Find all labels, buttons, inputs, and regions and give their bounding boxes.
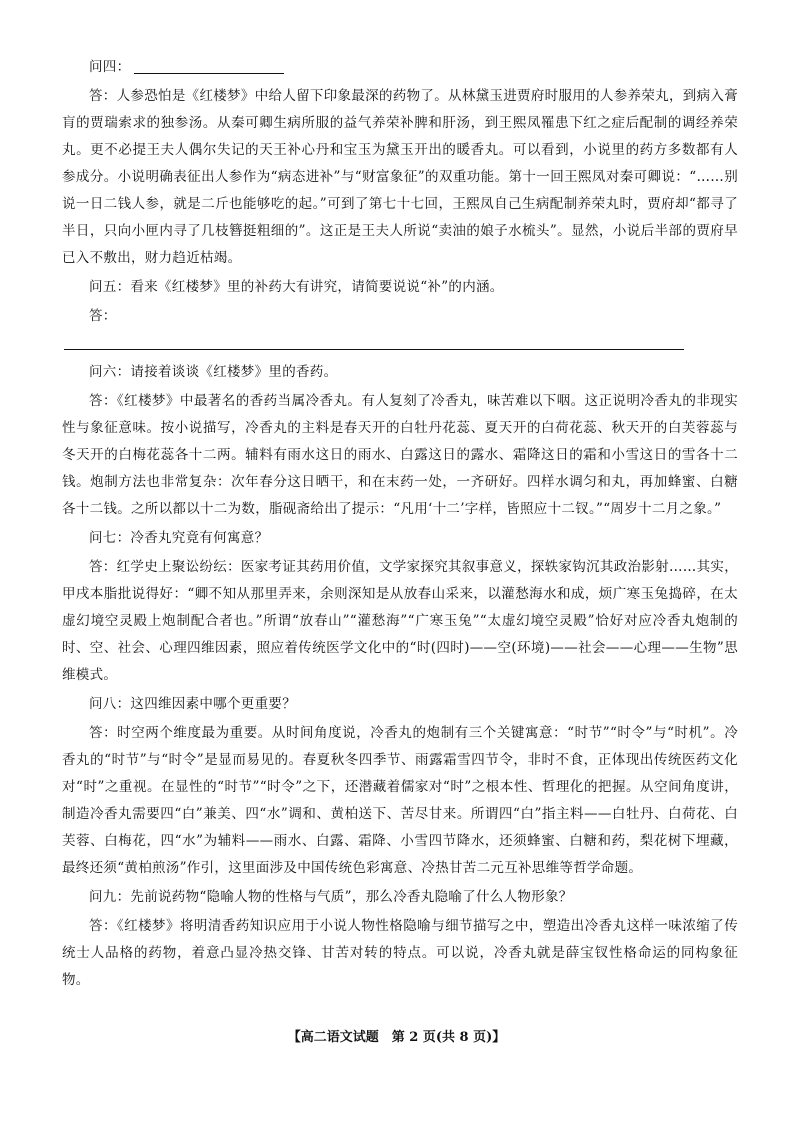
document-body — [62, 54, 738, 996]
answer-4: 答：人参恐怕是《红楼梦》中给人留下印象最深的药物了。从林黛玉进贾府时服用的人参养荣丸，到病入膏肓的贾瑞索求的独参汤。从秦可卿生病所服的益气养荣补脾和肝汤，到王熙凤罹患下红之症后配制的调经养荣丸。更不必提王夫人偶尔失记的天王补心丹和宝玉为黛玉开出的暖香丸。可以看到，小说里的药方多数都有人参成分。小说明确表征出人参作为“病态进补”与“财富象征”的双重功能。第十一回王熙凤对秦可卿说：“……别说一日二钱人参，就是二斤也能够吃的起。”可到了第七十七回，王熙凤自己生病配制养荣丸时，贾府却“都寻了半日，只向小匣内寻了几枝簪挺粗细的”。这正是王夫人所说“卖油的娘子水梳头”。显然，小说后半部的贾府早已入不敷出，财力趋近枯竭。 — [62, 88, 738, 266]
question-6: 问六：请接着谈谈《红楼梦》里的香药。 — [89, 364, 338, 380]
answer-6: 答：《红楼梦》中最著名的香药当属冷香丸。有人复刻了冷香丸，味苦难以下咽。这正说明冷香丸的非现实性与象征意味。按小说描写，冷香丸的主料是春天开的白牡丹花蕊、夏天开的白荷花蕊、秋天开的白芙蓉蕊与冬天开的白梅花蕊各十二两。辅料有雨水这日的雨水、白露这日的露水、霜降这日的霜和小雪这日的雪各十二钱。炮制方法也非常复杂：次年春分这日晒干，和在末药一处，一齐研好。四样水调匀和丸，再加蜂蜜、白糖各十二钱。之所以都以十二为数，脂砚斋给出了提示：“凡用‘十二’字样，皆照应十二钗。”“周岁十二月之象。” — [62, 393, 738, 517]
question-8: 问八：这四维因素中哪个更重要？ — [89, 696, 296, 712]
question-4 — [62, 54, 738, 81]
page-footer: 【高二语文试题 第 2 页(共 8 页)】 — [287, 1030, 506, 1045]
question-9: 问九：先前说药物“隐喻人物的性格与气质”，那么冷香丸隐喻了什么人物形象？ — [89, 889, 573, 905]
answer-7: 答：红学史上聚讼纷纭：医家考证其药用价值，文学家探究其叙事意义，探轶家钩沉其政治影射……其实，甲戌本脂批说得好：“卿不知从那里弄来，余则深知是从放春山采来，以灌愁海水和成，烦广寒玉兔捣碎，在太虚幻境空灵殿上炮制配合者也。”所谓“放春山”“灌愁海”“广寒玉兔”“太虚幻境空灵殿”恰好对应冷香丸炮制的时、空、社会、心理四维因素，照应着传统医学文化中的“时(四时)——空(环境)——社会——心理——生物”思维模式。 — [62, 559, 738, 683]
answer-5-label: 答： — [89, 308, 117, 324]
answer-5-line — [62, 303, 738, 357]
question-5: 问五：看来《红楼梦》里的补药大有讲究，请简要说说“补”的内涵。 — [89, 279, 504, 295]
answer-9: 答：《红楼梦》将明清香药知识应用于小说人物性格隐喻与细节描写之中，塑造出冷香丸这样一味浓缩了传统士人品格的药物，着意凸显冷热交锋、甘苦对转的特点。可以说，冷香丸就是薛宝钗性格命运的同构象征物。 — [62, 918, 738, 988]
answer-8: 答：时空两个维度最为重要。从时间角度说，冷香丸的炮制有三个关键寓意：“时节”“时令”与“时机”。冷香丸的“时节”与“时令”是显而易见的。春夏秋冬四季节、雨露霜雪四节令，非时不食，正体现出传统医药文化对“时”之重视。在显性的“时节”“时令”之下，还潜藏着儒家对“时”之根本性、哲理化的把握。从空间角度讲，制造冷香丸需要四“白”兼美、四“水”调和、黄柏送下、苦尽甘来。所谓四“白”指主料——白牡丹、白荷花、白芙蓉、白梅花，四“水”为辅料——雨水、白露、霜降、小雪四节降水，还须蜂蜜、白糖和药，梨花树下埋藏，最终还须“黄柏煎汤”作引，这里面涉及中国传统色彩寓意、冷热甘苦二元互补思维等哲学命题。 — [62, 725, 738, 876]
answer-5-blank[interactable] — [64, 333, 684, 350]
question-7: 问七：冷香丸究竟有何寓意？ — [89, 530, 269, 546]
answer-4-blank[interactable] — [134, 57, 284, 74]
question-4-label: 问四： — [89, 59, 131, 75]
